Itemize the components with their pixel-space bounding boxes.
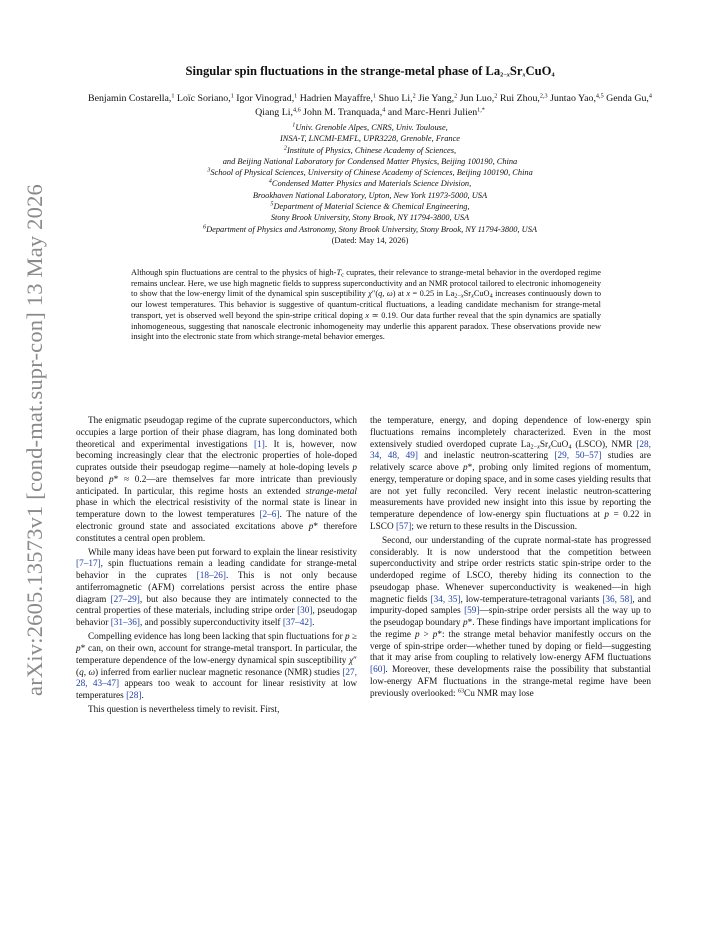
body-paragraph: While many ideas have been put forward to explain the linear resistivity [7–17], spin fluctuations remain a leading candidate for strange-metal behavior in the cuprates [18–26]. This is not only because antiferromagnetic (AFM) correlations persist across the entire phase diagram [27–29], but also because they are intimately connected to the central properties of these materials, including stripe order [30], pseudogap behavior [31–36], and possibly superconductivity itself [37–42]. [76,547,357,629]
arxiv-identifier-watermark [18,184,52,696]
paper-title: Singular spin fluctuations in the strange-metal phase of $La_{2-x}Sr_xCuO_4$ [185,64,555,79]
body-column-right [370,416,651,703]
affiliation-line: $^6$Department of Physics and Astronomy, Stony Brook University, Stony Brook, NY 11794-3800, USA [202,223,538,234]
affiliation-line: $^4$Condensed Matter Physics and Materials Science Division, [268,177,472,189]
affiliation-block [76,122,664,246]
affiliation-line: $^1$Univ. Grenoble Alpes, CNRS, Univ. Toulouse, [292,121,448,132]
body-column-left [76,416,357,719]
affiliation-line: $^5$Department of Material Science & Chemical Engineering, [270,200,470,212]
dated-line: (Dated: May 14, 2026) [331,235,409,245]
body-paragraph: The enigmatic pseudogap regime of the cuprate superconductors, which occupies a large portion of their phase diagram, has long dominated both theoretical and experimental investigations [1]. It is, however, now becoming increasingly clear that the electronic properties of hole-doped cuprates outside their pseudogap regime—namely at hole-doping levels p beyond p* ≈ 0.2—are themselves far more intricate than previously anticipated. In particular, this regime hosts an extended strange-metal phase in which the electrical resistivity of the normal state is linear in temperature down to the lowest temperatures [2–6]. The nature of the electronic ground state and associated excitations above p* therefore constitutes a central open problem. [76,416,357,544]
author-list: Benjamin Costarella,$^1$ Loïc Soriano,$^1$ Igor Vinograd,$^1$ Hadrien Mayaffre,$^1$ Shuo Li,$^2$ Jie Yang,$^2$ Jun Luo,$^2$ Rui Zhou,$^{2,3}$ Juntao Yao,$^{4,5}$ Genda Gu,$^4$ Qiang Li,$^{4,6}$ John M. Tranquada,$^4$ and Marc-Henri Julien$^{1,*}$ [87,92,652,118]
body-paragraph: the temperature, energy, and doping dependence of low-energy spin fluctuations remains incompletely characterized. Even in the most extensively studied overdoped cuprate $La_{2-x}Sr_xCuO_4$ (LSCO), NMR [28, 34, 48, 49] and inelastic neutron-scattering [29, 50–57] studies are relatively scarce above p*, probing only limited regions of momentum, energy, temperature or doping space, and in some cases yielding results that are not yet fully reconciled. Very recent inelastic neutron-scattering measurements have provided new insight into this issue by reporting the temperature dependence of low-energy spin fluctuations at p = 0.22 in LSCO [57]; we return to these results in the Discussion. [370,416,652,532]
affiliation-line: $^2$Institute of Physics, Chinese Academy of Sciences, [283,144,457,155]
abstract: Although spin fluctuations are central to the physics of high-$T_c$ cuprates, their relevance to strange-metal behavior in the overdoped regime remains unclear. Here, we use high magnetic fields to suppress superconductivity and an NMR protocol tailored to electronic inhomogeneity to show that the low-energy limit of the dynamical spin susceptibility χ″(q, ω) at x = 0.25 in $La_{2-x}Sr_xCuO_4$ increases continuously down to our lowest temperatures. This behavior is suggestive of quantum-critical fluctuations, a leading candidate mechanism for strange-metal transport, yet is observed well beyond the spin-stripe critical doping x ≃ 0.19. Our data further reveal that the spin dynamics are spatially inhomogeneous, suggesting that nanoscale electronic inhomogeneity may underlie this apparent paradox. These observations provide new insight into the electronic state from which strange-metal behavior emerges. [131,268,602,342]
body-paragraph: This question is nevertheless timely to revisit. First, [88,705,280,716]
affiliation-line: INSA-T, LNCMI-EMFL, UPR3228, Grenoble, France [279,134,461,144]
body-paragraph: Second, our understanding of the cuprate normal-state has progressed considerably. It is now understood that the competition between superconductivity and stripe order restricts static spin-stripe order to the underdoped regime of LSCO, thereby hiding its connection to the pseudogap phase. Whenever superconductivity is weakened—in high magnetic fields [34, 35], low-temperature-tetragonal variants [36, 58], and impurity-doped samples [59]—spin-stripe order persists all the way up to the pseudogap boundary p*. These findings have important implications for the regime p > p*: the strange metal behavior manifestly occurs on the verge of spin-stripe order—whether tuned by doping or field—suggesting that it may arise from coupling to relatively low-energy AFM fluctuations [60]. Moreover, these developments raise the possibility that substantial low-energy AFM fluctuations in the strange-metal regime have been previously overlooked: $^{63}$Cu NMR may lose [370,535,652,699]
affiliation-line: Brookhaven National Laboratory, Upton, New York 11973-5000, USA [252,190,488,200]
affiliation-line: Stony Brook University, Stony Brook, NY 11794-3800, USA [270,213,470,223]
body-paragraph: Compelling evidence has long been lacking that spin fluctuations for p ≥ p* can, on their own, account for strange-metal transport. In particular, the temperature dependence of the low-energy dynamical spin susceptibility χ″(q, ω) inferred from earlier nuclear magnetic resonance (NMR) studies [27, 28, 43–47] appears too weak to account for linear resistivity at low temperatures [28]. [76,632,357,702]
affiliation-line: $^3$School of Physical Sciences, University of Chinese Academy of Sciences, Beijing 100190, China [207,166,533,178]
arxiv-identifier: arXiv:2605.13573v1 [cond-mat.supr-con] 13 May 2026 [22,184,47,696]
affiliation-line: and Beijing National Laboratory for Condensed Matter Physics, Beijing 100190, China [222,156,518,166]
